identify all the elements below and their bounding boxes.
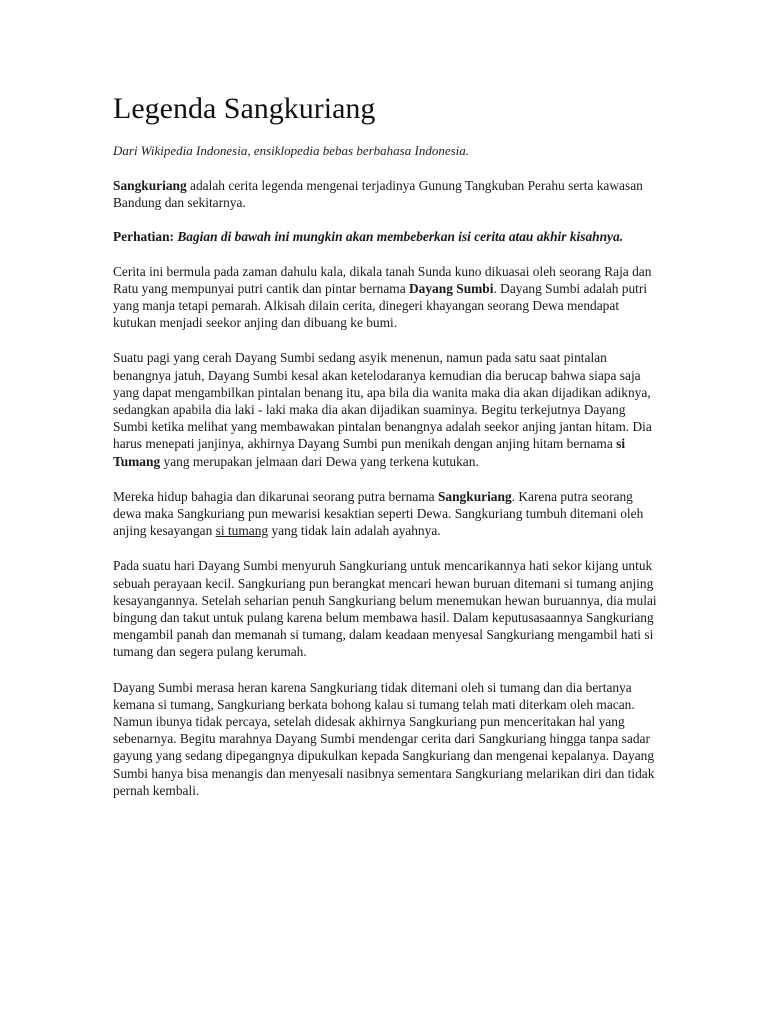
- warning-label: Perhatian:: [113, 229, 178, 245]
- p3-bold-name: Sangkuriang: [437, 488, 512, 504]
- p3-underlined-link: si tumang: [215, 523, 269, 539]
- page-subtitle: Dari Wikipedia Indonesia, ensiklopedia bebas berbahasa Indonesia.: [113, 143, 470, 158]
- spoiler-warning: [113, 228, 658, 245]
- story-paragraph-5: Dayang Sumbi merasa heran karena Sangkuriang tidak ditemani oleh si tumang dan dia bertanya kemana si tumang, Sangkuriang berkata bohong kalau si tumang telah mati diterkam oleh macan. Namun ibunya tidak percaya, setelah didesak akhirnya Sangkuriang pun menceritakan hal yang sebenarnya. Begitu marahnya Dayang Sumbi mendengar cerita dari Sangkuriang hingga tanpa sadar gayung yang sedang dipegangnya dipukulkan kepada Sangkuriang dan mengenai kepalanya. Dayang Sumbi hanya bisa menangis dan menyesali nasibnya sementara Sangkuriang melarikan diri dan tidak pernah kembali.: [113, 679, 655, 798]
- intro-bold-term: Sangkuriang: [113, 178, 187, 193]
- warning-text: Bagian di bawah ini mungkin akan membeberkan isi cerita atau akhir kisahnya.: [177, 229, 624, 245]
- document-page: [113, 92, 658, 799]
- page-title: Legenda Sangkuriang: [113, 92, 376, 125]
- story-paragraph-2: [113, 349, 658, 469]
- p2-bold-name: si Tumang: [113, 436, 626, 469]
- p1-text-a: Cerita ini bermula pada zaman dahulu kala, dikala tanah Sunda kuno dikuasai oleh seorang Raja dan Ratu yang mempunyai putri cantik dan pintar bernama: [113, 263, 652, 296]
- p1-text-c: . Dayang Sumbi adalah putri yang manja tetapi pemarah. Alkisah dilain cerita, dinegeri khayangan seorang Dewa mendapat kutukan menjadi seekor anjing dan dibuang ke bumi.: [113, 280, 648, 331]
- p2-text-c: yang merupakan jelmaan dari Dewa yang terkena kutukan.: [160, 453, 479, 469]
- story-paragraph-4: Pada suatu hari Dayang Sumbi menyuruh Sangkuriang untuk mencarikannya hati sekor kijang untuk sebuah perayaan kecil. Sangkuriang pun berangkat mencari hewan buruan ditemani si tumang anjing kesayangannya. Setelah seharian penuh Sangkuriang belum menemukan hewan buruannya, dia mulai bingung dan takut untuk pulang karena belum membawa hasil. Dalam keputusasaannya Sangkuriang mengambil panah dan memanah si tumang, dalam keadaan menyesal Sangkuriang mengambil hati si tumang dan segera pulang kerumah.: [113, 558, 657, 660]
- p1-bold-name: Dayang Sumbi: [409, 280, 494, 296]
- story-paragraph-3: [113, 488, 658, 540]
- p3-text-c: . Karena putra seorang dewa maka Sangkuriang pun mewarisi kesaktian seperti Dewa. Sangkuriang tumbuh ditemani oleh anjing kesayangan: [113, 488, 644, 539]
- p3-text-e: yang tidak lain adalah ayahnya.: [268, 523, 441, 539]
- p3-text-a: Mereka hidup bahagia dan dikarunai seorang putra bernama: [113, 488, 438, 504]
- intro-text: adalah cerita legenda mengenai terjadinya Gunung Tangkuban Perahu serta kawasan Bandung dan sekitarnya.: [113, 178, 643, 211]
- intro-paragraph: [113, 177, 658, 211]
- p2-text-a: Suatu pagi yang cerah Dayang Sumbi sedang asyik menenun, namun pada satu saat pintalan benangnya jatuh, Dayang Sumbi kesal akan ketelodaranya kemudian dia berucap bahwa siapa saja yang dapat mengambilkan pintalan benang itu, apa bila dia wanita maka dia akan dijadikan adiknya, sedangkan apabila dia laki - laki maka dia akan dijadikan suaminya. Begitu terkejutnya Dayang Sumbi ketika melihat yang membawakan pintalan benangnya adalah seekor anjing jantan hitam. Dia harus menepati janjinya, akhirnya Dayang Sumbi pun menikah dengan anjing hitam bernama: [113, 350, 652, 452]
- story-paragraph-1: [113, 263, 658, 332]
